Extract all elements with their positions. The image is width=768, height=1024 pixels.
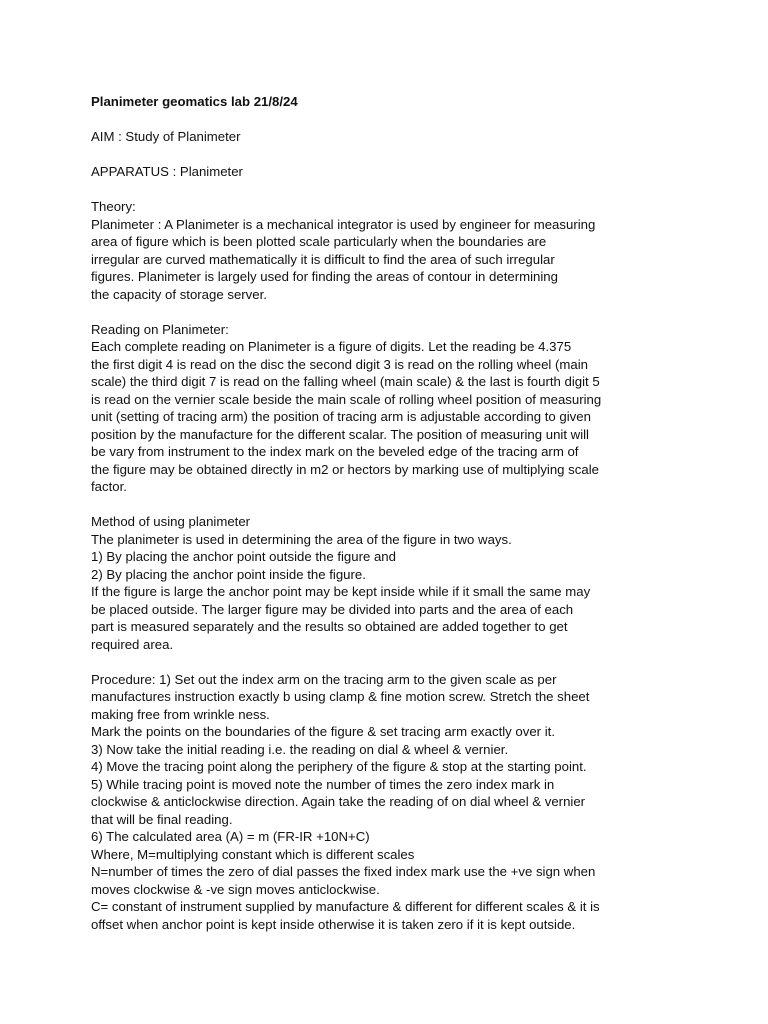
procedure-line: moves clockwise & -ve sign moves anticlockwise. (91, 881, 380, 897)
spacer (91, 111, 631, 129)
spacer (91, 496, 631, 514)
procedure-line: N=number of times the zero of dial passes the fixed index mark use the +ve sign when (91, 864, 596, 879)
spacer (91, 181, 631, 199)
method-section (91, 513, 631, 653)
spacer (91, 303, 631, 321)
document-title: Planimeter geomatics lab 21/8/24 (91, 94, 298, 109)
reading-line: unit (setting of tracing arm) the position of tracing arm is adjustable according to given (91, 409, 591, 424)
reading-line: Each complete reading on Planimeter is a figure of digits. Let the reading be 4.375 (91, 339, 572, 354)
spacer (91, 146, 631, 164)
theory-line: area of figure which is been plotted scale particularly when the boundaries are (91, 234, 547, 249)
procedure-line: that will be final reading. (91, 811, 233, 827)
theory-line: figures. Planimeter is largely used for finding the areas of contour in determining (91, 269, 558, 284)
procedure-section (91, 671, 631, 934)
procedure-line: 3) Now take the initial reading i.e. the reading on dial & wheel & vernier. (91, 741, 509, 757)
method-line: be placed outside. The larger figure may be divided into parts and the area of each (91, 601, 574, 617)
method-line: 1) By placing the anchor point outside the figure and (91, 549, 396, 564)
theory-line: Planimeter : A Planimeter is a mechanical integrator is used by engineer for measuring (91, 216, 596, 232)
procedure-line: 5) While tracing point is moved note the number of times the zero index mark in (91, 776, 555, 792)
reading-line: is read on the vernier scale beside the main scale of rolling wheel position of measuring (91, 391, 602, 407)
method-heading: Method of using planimeter (91, 514, 251, 529)
theory-line: the capacity of storage server. (91, 286, 267, 302)
reading-line: the figure may be obtained directly in m2 or hectors by marking use of multiplying scale (91, 461, 599, 477)
reading-line: factor. (91, 479, 127, 494)
method-line: The planimeter is used in determining the area of the figure in two ways. (91, 531, 512, 547)
reading-line: be vary from instrument to the index mark on the beveled edge of the tracing arm of (91, 444, 579, 459)
reading-section (91, 321, 631, 496)
procedure-line: clockwise & anticlockwise direction. Again take the reading of on dial wheel & vernier (91, 794, 586, 809)
method-line: required area. (91, 636, 174, 652)
procedure-line: Where, M=multiplying constant which is different scales (91, 846, 415, 862)
reading-line: scale) the third digit 7 is read on the falling wheel (main scale) & the last is fourth digit 5 (91, 374, 600, 389)
reading-line: the first digit 4 is read on the disc the second digit 3 is read on the rolling wheel (main (91, 356, 589, 372)
procedure-line: C= constant of instrument supplied by manufacture & different for different scales & it is (91, 899, 600, 914)
method-line: part is measured separately and the results so obtained are added together to get (91, 619, 568, 634)
reading-heading: Reading on Planimeter: (91, 321, 229, 337)
theory-section (91, 198, 631, 303)
method-line: If the figure is large the anchor point may be kept inside while if it small the same may (91, 584, 591, 599)
theory-line: irregular are curved mathematically it is difficult to find the area of such irregular (91, 251, 555, 267)
procedure-line: Mark the points on the boundaries of the figure & set tracing arm exactly over it. (91, 724, 555, 739)
aim-line: AIM : Study of Planimeter (91, 129, 241, 144)
procedure-line: making free from wrinkle ness. (91, 706, 270, 722)
apparatus-line: APPARATUS : Planimeter (91, 164, 243, 179)
procedure-line: Procedure: 1) Set out the index arm on the tracing arm to the given scale as per (91, 671, 557, 687)
theory-heading: Theory: (91, 199, 136, 214)
procedure-line: 4) Move the tracing point along the periphery of the figure & stop at the starting point. (91, 759, 587, 774)
spacer (91, 653, 631, 671)
reading-line: position by the manufacture for the different scalar. The position of measuring unit will (91, 426, 589, 442)
procedure-line: manufactures instruction exactly b using clamp & fine motion screw. Stretch the sheet (91, 689, 590, 704)
procedure-line: offset when anchor point is kept inside otherwise it is taken zero if it is kept outside. (91, 916, 576, 932)
document-page (91, 93, 631, 933)
procedure-line: 6) The calculated area (A) = m (FR-IR +10N+C) (91, 829, 370, 844)
method-line: 2) By placing the anchor point inside the figure. (91, 566, 366, 582)
